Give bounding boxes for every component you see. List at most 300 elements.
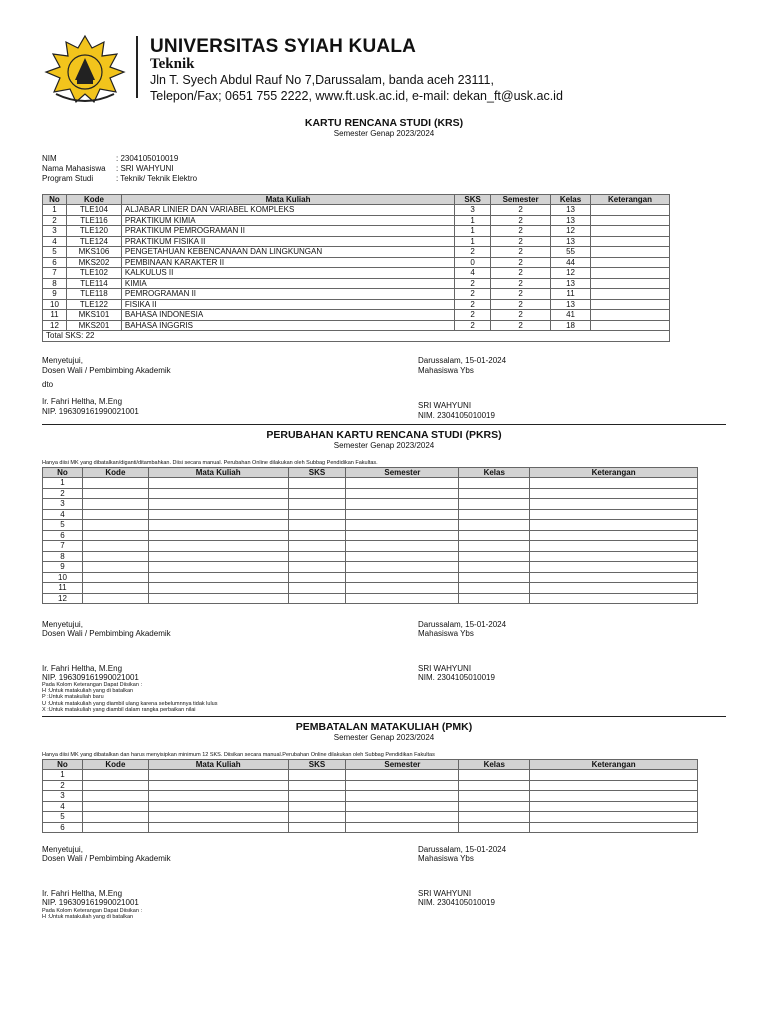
column-header: Kelas <box>459 760 530 770</box>
table-cell: TLE122 <box>66 299 121 310</box>
table-cell: 18 <box>551 320 591 331</box>
empty-cell <box>459 541 530 552</box>
empty-cell <box>82 593 148 604</box>
empty-cell <box>82 478 148 489</box>
table-cell: 2 <box>455 247 491 258</box>
pmk-approval: Menyetujui, <box>42 845 83 854</box>
empty-cell <box>346 520 459 531</box>
empty-cell <box>346 562 459 573</box>
table-row <box>43 236 670 247</box>
table-cell <box>591 215 670 226</box>
row-number: 9 <box>43 562 83 573</box>
empty-cell <box>148 780 288 791</box>
table-cell: 12 <box>551 226 591 237</box>
empty-cell <box>82 551 148 562</box>
nama-label: Nama Mahasiswa <box>42 164 106 173</box>
table-row <box>43 530 698 541</box>
empty-cell <box>148 541 288 552</box>
table-cell <box>591 268 670 279</box>
usk-emblem-icon <box>42 34 128 106</box>
empty-cell <box>459 801 530 812</box>
empty-cell <box>459 791 530 802</box>
row-number: 8 <box>43 551 83 562</box>
empty-cell <box>288 530 346 541</box>
krs-advisor-role: Dosen Wali / Pembimbing Akademik <box>42 366 171 375</box>
table-cell: 2 <box>455 289 491 300</box>
table-cell: 4 <box>43 236 67 247</box>
table-row <box>43 278 670 289</box>
table-cell: ALJABAR LINIER DAN VARIABEL KOMPLEKS <box>121 205 454 216</box>
table-row <box>43 562 698 573</box>
table-row <box>43 289 670 300</box>
empty-cell <box>148 499 288 510</box>
table-cell: 2 <box>491 226 551 237</box>
table-row <box>43 299 670 310</box>
empty-cell <box>346 541 459 552</box>
empty-cell <box>459 593 530 604</box>
table-row <box>43 780 698 791</box>
row-number: 5 <box>43 812 83 823</box>
pkrs-semester: Semester Genap 2023/2024 <box>333 441 435 450</box>
empty-cell <box>346 593 459 604</box>
pkrs-advisor-nip: NIP. 196309161990021001 <box>42 673 139 682</box>
table-row <box>43 541 698 552</box>
empty-cell <box>530 583 698 594</box>
pmk-note: Hanya diisi MK yang dibatalkan dan harus menyisipkan minimum 12 SKS. Diisikan secara manual.Perubahan Online dilakukan oleh Subbag Pendidikan Fakultas <box>42 752 435 758</box>
empty-cell <box>288 791 346 802</box>
empty-cell <box>459 488 530 499</box>
column-header: SKS <box>455 195 491 205</box>
row-number: 4 <box>43 801 83 812</box>
table-cell: 11 <box>551 289 591 300</box>
empty-cell <box>82 770 148 781</box>
krs-student-name: SRI WAHYUNI <box>418 401 472 410</box>
table-cell: 10 <box>43 299 67 310</box>
pmk-legend <box>42 908 142 920</box>
empty-cell <box>148 801 288 812</box>
total-row <box>43 331 670 342</box>
empty-cell <box>530 562 698 573</box>
pkrs-student-role: Mahasiswa Ybs <box>418 629 474 638</box>
row-number: 3 <box>43 791 83 802</box>
empty-cell <box>530 822 698 833</box>
empty-cell <box>148 478 288 489</box>
table-cell: PENGETAHUAN KEBENCANAAN DAN LINGKUNGAN <box>121 247 454 258</box>
row-number: 6 <box>43 530 83 541</box>
table-cell: PRAKTIKUM PEMROGRAMAN II <box>121 226 454 237</box>
empty-cell <box>82 488 148 499</box>
column-header: No <box>43 760 83 770</box>
table-cell <box>591 289 670 300</box>
krs-semester: Semester Genap 2023/2024 <box>333 129 435 138</box>
empty-cell <box>288 509 346 520</box>
pmk-table <box>42 759 698 833</box>
table-row <box>43 520 698 531</box>
krs-signature-note: dto <box>42 380 54 389</box>
empty-cell <box>148 488 288 499</box>
empty-cell <box>288 541 346 552</box>
empty-cell <box>288 520 346 531</box>
table-cell <box>591 310 670 321</box>
empty-cell <box>82 499 148 510</box>
table-cell: 41 <box>551 310 591 321</box>
table-row <box>43 268 670 279</box>
legend-line: H :Untuk matakuliah yang di batalkan <box>42 688 134 695</box>
table-cell: 4 <box>455 268 491 279</box>
pkrs-title: PERUBAHAN KARTU RENCANA STUDI (PKRS) <box>266 429 502 441</box>
table-row <box>43 593 698 604</box>
table-cell <box>591 257 670 268</box>
empty-cell <box>459 478 530 489</box>
empty-cell <box>82 791 148 802</box>
table-row <box>43 583 698 594</box>
table-cell: PEMROGRAMAN II <box>121 289 454 300</box>
table-cell: TLE104 <box>66 205 121 216</box>
table-cell: 1 <box>455 215 491 226</box>
table-cell: 13 <box>551 236 591 247</box>
row-number: 1 <box>43 478 83 489</box>
table-cell: 1 <box>43 205 67 216</box>
empty-cell <box>530 770 698 781</box>
column-header: Kelas <box>551 195 591 205</box>
empty-cell <box>530 541 698 552</box>
table-cell: 2 <box>491 205 551 216</box>
table-cell: 13 <box>551 205 591 216</box>
table-row <box>43 478 698 489</box>
empty-cell <box>288 488 346 499</box>
table-cell: 2 <box>491 310 551 321</box>
table-cell: BAHASA INGGRIS <box>121 320 454 331</box>
university-name: UNIVERSITAS SYIAH KUALA <box>150 36 417 57</box>
column-header: No <box>43 468 83 478</box>
empty-cell <box>82 572 148 583</box>
empty-cell <box>346 780 459 791</box>
empty-cell <box>459 520 530 531</box>
empty-cell <box>346 488 459 499</box>
empty-cell <box>346 551 459 562</box>
table-cell <box>591 247 670 258</box>
row-number: 2 <box>43 488 83 499</box>
row-number: 10 <box>43 572 83 583</box>
table-cell: MKS106 <box>66 247 121 258</box>
empty-cell <box>459 770 530 781</box>
empty-cell <box>459 583 530 594</box>
table-cell: 2 <box>43 215 67 226</box>
row-number: 3 <box>43 499 83 510</box>
krs-advisor-name: Ir. Fahri Heltha, M.Eng <box>42 397 123 406</box>
empty-cell <box>82 530 148 541</box>
empty-cell <box>346 822 459 833</box>
empty-cell <box>346 478 459 489</box>
empty-cell <box>530 593 698 604</box>
table-row <box>43 791 698 802</box>
column-header: Mata Kuliah <box>148 760 288 770</box>
pmk-advisor-nip: NIP. 196309161990021001 <box>42 898 139 907</box>
table-cell: TLE118 <box>66 289 121 300</box>
table-cell: PRAKTIKUM KIMIA <box>121 215 454 226</box>
empty-cell <box>82 812 148 823</box>
column-header: Kelas <box>459 468 530 478</box>
section-divider-1 <box>42 424 726 425</box>
empty-cell <box>288 551 346 562</box>
empty-cell <box>148 791 288 802</box>
table-cell: TLE120 <box>66 226 121 237</box>
empty-cell <box>82 509 148 520</box>
empty-cell <box>459 509 530 520</box>
empty-cell <box>346 530 459 541</box>
section-divider-2 <box>42 716 726 717</box>
empty-cell <box>346 572 459 583</box>
empty-cell <box>148 770 288 781</box>
nim-value: : 2304105010019 <box>116 154 179 163</box>
table-row <box>43 770 698 781</box>
empty-cell <box>148 572 288 583</box>
column-header: Keterangan <box>530 760 698 770</box>
empty-cell <box>530 499 698 510</box>
legend-line: Pada Kolom Keterangan Dapat Diisikan : <box>42 908 142 914</box>
empty-cell <box>148 520 288 531</box>
empty-cell <box>82 822 148 833</box>
empty-cell <box>82 780 148 791</box>
empty-cell <box>346 801 459 812</box>
empty-cell <box>459 780 530 791</box>
pmk-advisor-role: Dosen Wali / Pembimbing Akademik <box>42 854 171 863</box>
table-cell: BAHASA INDONESIA <box>121 310 454 321</box>
pmk-student-role: Mahasiswa Ybs <box>418 854 474 863</box>
krs-advisor-nip: NIP. 196309161990021001 <box>42 407 139 416</box>
table-cell: 12 <box>551 268 591 279</box>
empty-cell <box>459 551 530 562</box>
empty-cell <box>530 791 698 802</box>
column-header: Semester <box>346 468 459 478</box>
faculty-name: Teknik <box>150 56 195 72</box>
empty-cell <box>288 812 346 823</box>
row-number: 6 <box>43 822 83 833</box>
table-cell: 44 <box>551 257 591 268</box>
pkrs-student-name: SRI WAHYUNI <box>418 664 472 673</box>
row-number: 12 <box>43 593 83 604</box>
empty-cell <box>148 562 288 573</box>
empty-cell <box>530 780 698 791</box>
empty-cell <box>288 780 346 791</box>
row-number: 4 <box>43 509 83 520</box>
empty-cell <box>459 499 530 510</box>
table-row <box>43 499 698 510</box>
table-row <box>43 509 698 520</box>
column-header: SKS <box>288 760 346 770</box>
column-header: Keterangan <box>591 195 670 205</box>
column-header: Mata Kuliah <box>148 468 288 478</box>
table-cell: 2 <box>491 289 551 300</box>
pkrs-approval: Menyetujui, <box>42 620 83 629</box>
student-info <box>42 154 197 184</box>
column-header: No <box>43 195 67 205</box>
total-sks: Total SKS: 22 <box>43 331 670 342</box>
empty-cell <box>148 812 288 823</box>
table-cell: 55 <box>551 247 591 258</box>
pkrs-advisor-role: Dosen Wali / Pembimbing Akademik <box>42 629 171 638</box>
empty-cell <box>346 499 459 510</box>
legend-line: X :Untuk matakuliah yang diambil dalam rangka perbaikan nilai <box>42 706 196 713</box>
nim-label: NIM <box>42 154 57 163</box>
table-cell: TLE116 <box>66 215 121 226</box>
table-cell <box>591 278 670 289</box>
table-cell: 9 <box>43 289 67 300</box>
table-row <box>43 488 698 499</box>
empty-cell <box>82 583 148 594</box>
row-number: 7 <box>43 541 83 552</box>
empty-cell <box>288 478 346 489</box>
column-header: Mata Kuliah <box>121 195 454 205</box>
empty-cell <box>530 509 698 520</box>
krs-student-role: Mahasiswa Ybs <box>418 366 474 375</box>
column-header: Keterangan <box>530 468 698 478</box>
empty-cell <box>530 551 698 562</box>
empty-cell <box>82 541 148 552</box>
table-cell: KIMIA <box>121 278 454 289</box>
table-cell: 2 <box>455 299 491 310</box>
krs-approval: Menyetujui, <box>42 356 83 365</box>
empty-cell <box>288 583 346 594</box>
table-cell: 7 <box>43 268 67 279</box>
table-cell: MKS202 <box>66 257 121 268</box>
table-row <box>43 551 698 562</box>
pmk-advisor-name: Ir. Fahri Heltha, M.Eng <box>42 889 123 898</box>
table-cell: MKS101 <box>66 310 121 321</box>
empty-cell <box>346 509 459 520</box>
empty-cell <box>148 583 288 594</box>
table-cell <box>591 205 670 216</box>
pmk-semester: Semester Genap 2023/2024 <box>333 733 435 742</box>
krs-student-nim: NIM. 2304105010019 <box>418 411 495 420</box>
prodi-label: Program Studi <box>42 174 94 183</box>
row-number: 2 <box>43 780 83 791</box>
pmk-student-name: SRI WAHYUNI <box>418 889 472 898</box>
table-cell: 2 <box>455 278 491 289</box>
table-cell: 3 <box>43 226 67 237</box>
table-row <box>43 310 670 321</box>
empty-cell <box>148 822 288 833</box>
table-cell: 8 <box>43 278 67 289</box>
table-row <box>43 320 670 331</box>
table-cell: 0 <box>455 257 491 268</box>
column-header: Kode <box>82 468 148 478</box>
table-row <box>43 247 670 258</box>
column-header: Semester <box>491 195 551 205</box>
legend-line: Pada Kolom Keterangan Dapat Diisikan : <box>42 682 142 688</box>
pmk-place-date: Darussalam, 15-01-2024 <box>418 845 507 854</box>
table-row <box>43 572 698 583</box>
empty-cell <box>288 822 346 833</box>
table-cell: 6 <box>43 257 67 268</box>
krs-table <box>42 194 670 342</box>
empty-cell <box>346 812 459 823</box>
table-cell: 2 <box>491 247 551 258</box>
table-cell: FISIKA II <box>121 299 454 310</box>
empty-cell <box>288 562 346 573</box>
table-cell <box>591 320 670 331</box>
table-cell <box>591 236 670 247</box>
krs-place-date: Darussalam, 15-01-2024 <box>418 356 507 365</box>
header-divider <box>136 36 138 98</box>
table-cell: 2 <box>491 278 551 289</box>
pkrs-place-date: Darussalam, 15-01-2024 <box>418 620 507 629</box>
address-line-1: Jln T. Syech Abdul Rauf No 7,Darussalam, banda aceh 23111, <box>150 73 494 87</box>
pkrs-note: Hanya diisi MK yang dibatalkan/diganti/ditambahkan. Diisi secara manual. Perubahan Online dilakukan oleh Subbag Pendidikan Fakultas. <box>42 460 378 466</box>
table-cell: 2 <box>491 236 551 247</box>
empty-cell <box>82 801 148 812</box>
table-cell: TLE114 <box>66 278 121 289</box>
table-cell: 2 <box>491 268 551 279</box>
table-cell: 13 <box>551 278 591 289</box>
table-cell: PEMBINAAN KARAKTER II <box>121 257 454 268</box>
empty-cell <box>288 572 346 583</box>
empty-cell <box>459 530 530 541</box>
krs-title: KARTU RENCANA STUDI (KRS) <box>304 117 464 129</box>
table-cell: 1 <box>455 226 491 237</box>
row-number: 5 <box>43 520 83 531</box>
table-cell: TLE124 <box>66 236 121 247</box>
table-row <box>43 215 670 226</box>
table-cell: KALKULUS II <box>121 268 454 279</box>
table-cell: MKS201 <box>66 320 121 331</box>
table-cell: 13 <box>551 215 591 226</box>
empty-cell <box>148 551 288 562</box>
empty-cell <box>148 530 288 541</box>
pmk-title: PEMBATALAN MATAKULIAH (PMK) <box>295 721 473 733</box>
empty-cell <box>459 572 530 583</box>
column-header: Kode <box>66 195 121 205</box>
table-cell: PRAKTIKUM FISIKA II <box>121 236 454 247</box>
legend-line: P :Untuk matakuliah baru <box>42 694 104 701</box>
column-header: Kode <box>82 760 148 770</box>
empty-cell <box>459 822 530 833</box>
table-cell <box>591 226 670 237</box>
table-cell: TLE102 <box>66 268 121 279</box>
empty-cell <box>530 572 698 583</box>
table-cell: 2 <box>491 320 551 331</box>
table-cell: 13 <box>551 299 591 310</box>
pkrs-advisor-name: Ir. Fahri Heltha, M.Eng <box>42 664 123 673</box>
empty-cell <box>346 770 459 781</box>
table-cell: 1 <box>455 236 491 247</box>
table-row <box>43 822 698 833</box>
table-row <box>43 257 670 268</box>
table-cell: 2 <box>491 299 551 310</box>
prodi-value: : Teknik/ Teknik Elektro <box>116 174 198 183</box>
row-number: 11 <box>43 583 83 594</box>
empty-cell <box>530 801 698 812</box>
table-cell <box>591 299 670 310</box>
empty-cell <box>346 583 459 594</box>
table-cell: 2 <box>455 320 491 331</box>
table-row <box>43 205 670 216</box>
empty-cell <box>459 562 530 573</box>
table-cell: 12 <box>43 320 67 331</box>
pkrs-legend <box>42 682 218 713</box>
pkrs-student-nim: NIM. 2304105010019 <box>418 673 495 682</box>
table-cell: 5 <box>43 247 67 258</box>
pkrs-table <box>42 467 698 604</box>
table-cell: 2 <box>455 310 491 321</box>
empty-cell <box>82 562 148 573</box>
table-cell: 2 <box>491 215 551 226</box>
empty-cell <box>530 530 698 541</box>
address-line-2: Telepon/Fax; 0651 755 2222, www.ft.usk.ac.id, e-mail: dekan_ft@usk.ac.id <box>150 89 563 103</box>
column-header: Semester <box>346 760 459 770</box>
empty-cell <box>288 770 346 781</box>
empty-cell <box>530 812 698 823</box>
